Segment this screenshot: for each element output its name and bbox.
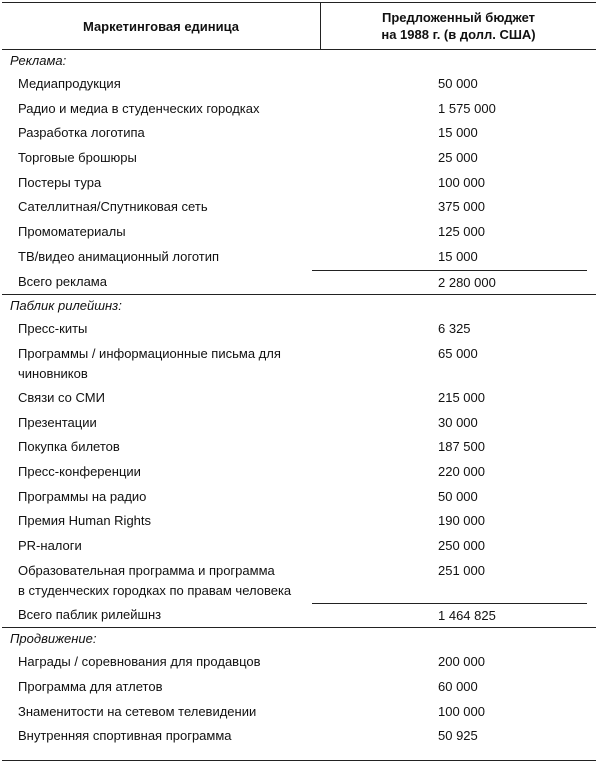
row-value: 65 000	[438, 345, 478, 361]
table-row	[2, 386, 596, 411]
total-row-advertising	[2, 270, 596, 295]
header-budget-line2: на 1988 г. (в долл. США)	[381, 27, 536, 42]
table-row	[2, 220, 596, 245]
table-row	[2, 411, 596, 436]
table-row	[2, 460, 596, 485]
row-label: Промоматериалы	[18, 224, 126, 240]
row-value: 125 000	[438, 224, 485, 240]
row-label-line2: в студенческих городках по правам человека	[18, 582, 292, 598]
table-row	[2, 650, 596, 675]
header-budget-line1: Предложенный бюджет	[382, 10, 535, 25]
table-row	[2, 195, 596, 220]
row-value: 15 000	[438, 125, 478, 141]
row-label: Внутренняя спортивная программа	[18, 728, 232, 744]
table-row	[2, 72, 596, 97]
row-value: 15 000	[438, 248, 478, 264]
row-value: 50 000	[438, 76, 478, 91]
row-label: ТВ/видео анимационный логотип	[18, 248, 220, 264]
table-row	[2, 724, 596, 749]
row-label: PR-налоги	[18, 538, 82, 553]
budget-table	[2, 2, 596, 761]
table-row	[2, 435, 596, 460]
row-label: Знаменитости на сетевом телевидении	[18, 703, 257, 719]
row-value: 190 000	[438, 513, 485, 529]
row-label: Покупка билетов	[18, 439, 120, 455]
row-label-line1: Программы / информационные письма для	[18, 345, 281, 361]
row-value: 50 000	[438, 488, 478, 504]
row-value: 6 325	[438, 321, 471, 337]
row-label: Торговые брошюры	[18, 150, 137, 166]
table-row	[2, 534, 596, 559]
row-value: 100 000	[438, 703, 485, 719]
row-label: Пресс-киты	[18, 321, 88, 337]
table-row	[2, 121, 596, 146]
row-label: Разработка логотипа	[18, 125, 145, 141]
section-title-promotion: Продвижение:	[2, 627, 596, 650]
row-label: Пресс-конференции	[18, 463, 141, 479]
total-label: Всего паблик рилейшнз	[18, 606, 162, 622]
row-label: Премия Human Rights	[18, 513, 152, 529]
row-value: 50 925	[438, 728, 478, 744]
row-value: 250 000	[438, 538, 485, 553]
section-title-public-relations: Паблик рилейшнз:	[2, 294, 596, 317]
table-row	[2, 317, 596, 342]
row-label: Программы на радио	[18, 488, 147, 504]
row-value: 25 000	[438, 150, 478, 166]
row-value: 187 500	[438, 439, 485, 455]
total-value: 1 464 825	[312, 603, 587, 628]
table-row	[2, 675, 596, 700]
row-value: 100 000	[438, 174, 485, 190]
table-row	[2, 485, 596, 510]
table-row	[2, 146, 596, 171]
row-label	[2, 342, 312, 386]
row-label: Презентации	[18, 414, 97, 430]
row-label: Программа для атлетов	[18, 679, 163, 695]
row-value: 251 000	[438, 562, 485, 578]
total-row-public-relations	[2, 603, 596, 628]
row-label: Радио и медиа в студенческих городках	[18, 100, 260, 116]
table-row	[2, 559, 596, 603]
row-label	[2, 559, 312, 603]
row-label-line2: чиновников	[18, 365, 88, 381]
row-label: Сателлитная/Спутниковая сеть	[18, 199, 208, 215]
table-row	[2, 171, 596, 196]
header-budget	[321, 3, 596, 49]
row-label: Постеры тура	[18, 174, 102, 190]
row-value: 60 000	[438, 679, 478, 695]
row-value: 200 000	[438, 654, 485, 670]
table-header	[2, 3, 596, 50]
table-row	[2, 97, 596, 122]
total-label: Всего реклама	[18, 273, 107, 289]
row-label: Награды / соревнования для продавцов	[18, 654, 261, 670]
row-label: Медиапродукция	[18, 76, 121, 91]
section-title-advertising: Реклама:	[10, 53, 67, 68]
row-label: Связи со СМИ	[18, 389, 105, 405]
total-value: 2 280 000	[312, 270, 587, 295]
table-row	[2, 700, 596, 725]
row-value: 220 000	[438, 463, 485, 479]
table-row	[2, 509, 596, 534]
table-row	[2, 342, 596, 386]
row-label-line1: Образовательная программа и программа	[18, 562, 275, 578]
row-value: 375 000	[438, 199, 485, 215]
table-row	[2, 245, 596, 270]
row-value: 30 000	[438, 414, 478, 430]
header-marketing-unit: Маркетинговая единица	[2, 3, 321, 49]
row-value: 1 575 000	[438, 100, 496, 116]
row-value: 215 000	[438, 389, 485, 405]
